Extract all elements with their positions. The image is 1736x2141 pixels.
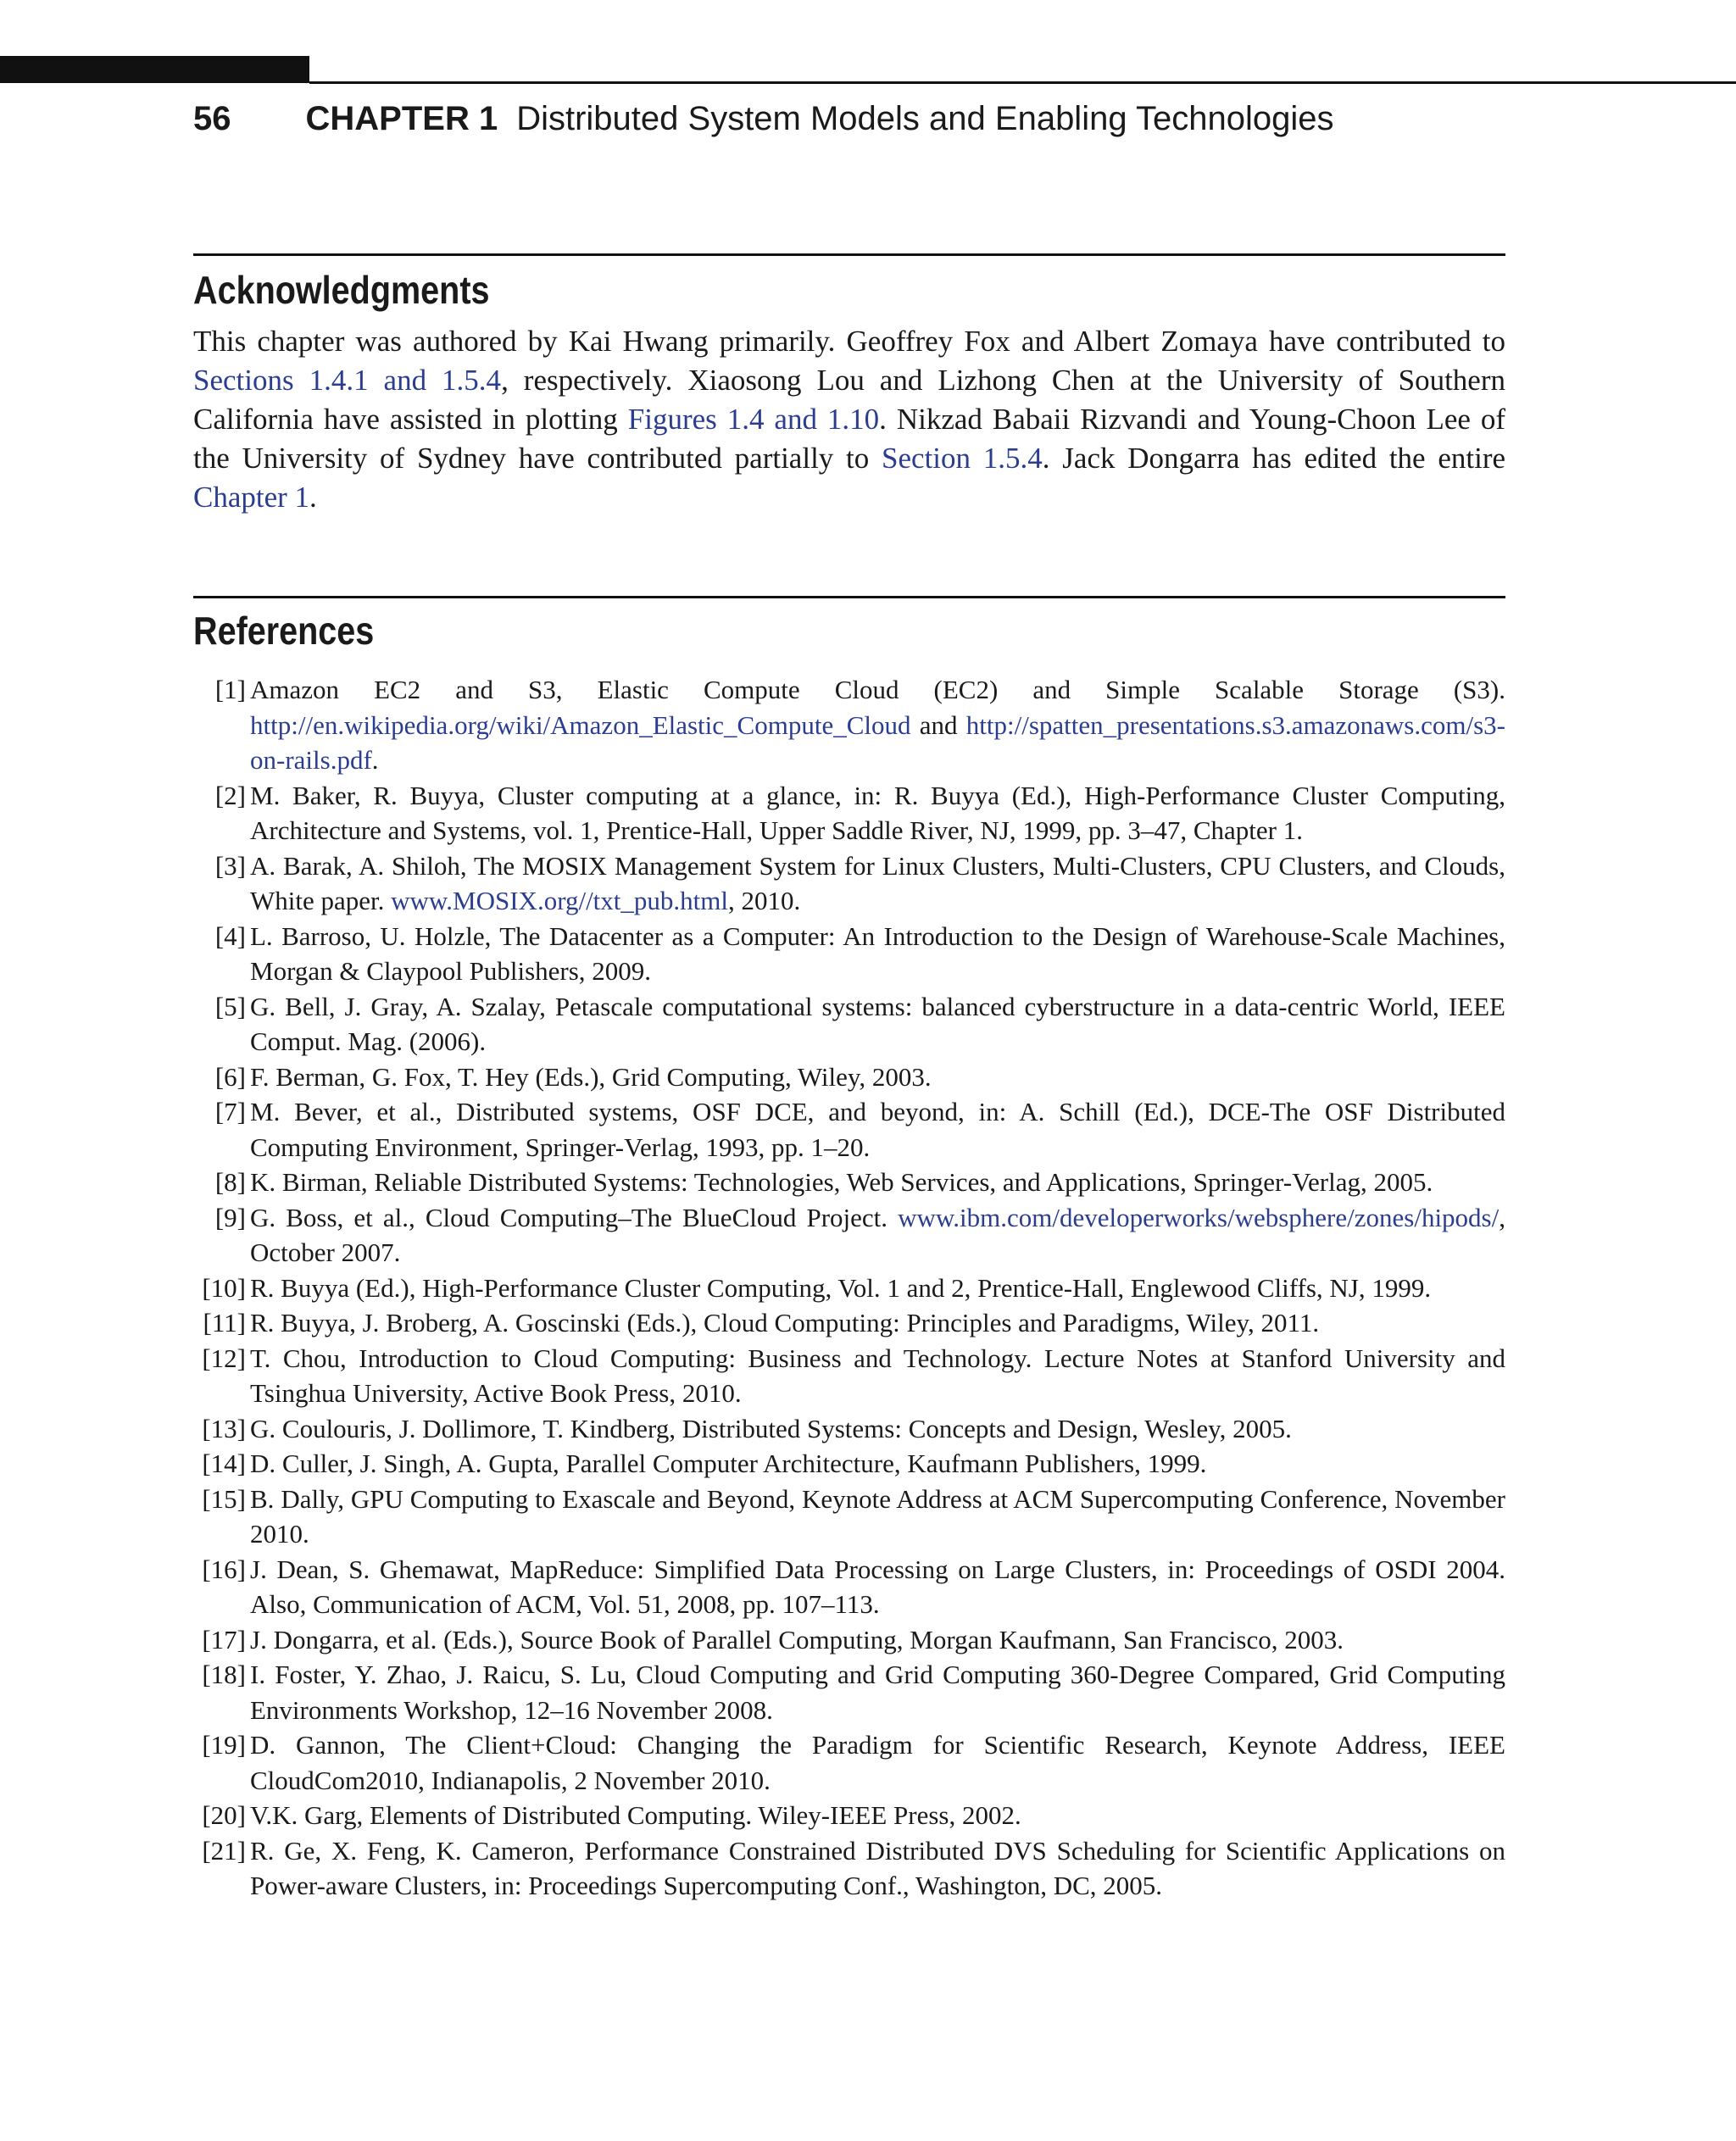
reference-item — [193, 1059, 1505, 1095]
reference-text: R. Ge, X. Feng, K. Cameron, Performance Constrained Distributed DVS Scheduling for Scientific Applications on Power-aware Clusters, in: Proceedings Supercomputing Conf., Washington, DC, 2005. — [250, 1835, 1505, 1900]
reference-number: [19] — [202, 1730, 246, 1760]
reference-link[interactable]: http://en.wikipedia.org/wiki/Amazon_Elastic_Compute_Cloud — [250, 709, 911, 740]
reference-text: , 2010. — [728, 886, 801, 915]
reference-number: [14] — [202, 1449, 246, 1478]
acknowledgments-paragraph — [193, 322, 1505, 517]
header-rule — [309, 81, 1736, 84]
reference-number: [15] — [202, 1483, 246, 1514]
reference-text: I. Foster, Y. Zhao, J. Raicu, S. Lu, Cloud Computing and Grid Computing 360-Degree Compared, Grid Computing Environments Workshop, 12–16 November 2008. — [250, 1660, 1505, 1725]
reference-number: [18] — [202, 1660, 246, 1689]
reference-item — [193, 778, 1505, 848]
reference-number: [10] — [202, 1272, 246, 1303]
reference-number: [11] — [203, 1308, 246, 1337]
reference-list — [193, 672, 1505, 1904]
reference-number: [16] — [202, 1554, 246, 1584]
link-chapter-1[interactable]: Chapter 1 — [193, 481, 310, 514]
references-rule — [193, 596, 1505, 598]
reference-text: G. Boss, et al., Cloud Computing–The BlueCloud Project. — [250, 1202, 899, 1232]
reference-text: M. Bever, et al., Distributed systems, OSF DCE, and beyond, in: A. Schill (Ed.), DCE-The OSF Distributed Computing Environment, Springer-Verlag, 1993, pp. 1–20. — [250, 1097, 1505, 1162]
references-heading: References — [193, 609, 375, 653]
page-number: 56 — [193, 99, 231, 137]
reference-link[interactable]: www.ibm.com/developerworks/websphere/zones/hipods/ — [898, 1202, 1500, 1232]
link-figures-1-4-1-10[interactable]: Figures 1.4 and 1.10 — [627, 403, 880, 436]
reference-item — [193, 1271, 1505, 1306]
reference-number: [8] — [214, 1167, 246, 1197]
reference-item — [193, 1798, 1505, 1833]
reference-text: B. Dally, GPU Computing to Exascale and Beyond, Keynote Address at ACM Supercomputing Conference, November 2010. — [250, 1483, 1505, 1549]
reference-item — [193, 1622, 1505, 1658]
reference-text: V.K. Garg, Elements of Distributed Computing. Wiley-IEEE Press, 2002. — [250, 1800, 1021, 1830]
link-sections-1-4-1-1-5-4[interactable]: Sections 1.4.1 and 1.5.4 — [193, 364, 502, 397]
reference-item — [193, 1552, 1505, 1622]
reference-item — [193, 1165, 1505, 1200]
reference-number: [6] — [214, 1061, 246, 1092]
reference-text: G. Bell, J. Gray, A. Szalay, Petascale computational systems: balanced cyberstructure in a data-centric World, IEEE Comput. Mag. (2006). — [250, 991, 1505, 1056]
reference-text: G. Coulouris, J. Dollimore, T. Kindberg, Distributed Systems: Concepts and Design, Wesley, 2005. — [250, 1413, 1292, 1443]
reference-text: K. Birman, Reliable Distributed Systems: Technologies, Web Services, and Applications, Springer-Verlag, 2005. — [250, 1167, 1433, 1197]
reference-text: T. Chou, Introduction to Cloud Computing: Business and Technology. Lecture Notes at Stanford University and Tsinghua University, Active Book Press, 2010. — [250, 1343, 1505, 1408]
reference-item — [193, 1341, 1505, 1411]
reference-number: [17] — [202, 1624, 246, 1654]
reference-item — [193, 989, 1505, 1059]
reference-text: J. Dean, S. Ghemawat, MapReduce: Simplified Data Processing on Large Clusters, in: Proceedings of OSDI 2004. Also, Communication of ACM, Vol. 51, 2008, pp. 107–113. — [250, 1554, 1505, 1619]
reference-text: and — [910, 709, 966, 740]
reference-item — [193, 1446, 1505, 1482]
reference-text: D. Culler, J. Singh, A. Gupta, Parallel Computer Architecture, Kaufmann Publishers, 1999. — [250, 1449, 1207, 1478]
ack-text: This chapter was authored by Kai Hwang primarily. Geoffrey Fox and Albert Zomaya have contributed to — [193, 325, 1505, 358]
reference-item — [193, 1200, 1505, 1271]
ack-text: . Jack Dongarra has edited the entire — [1042, 442, 1506, 475]
reference-item — [193, 1482, 1505, 1552]
reference-number: [4] — [214, 920, 246, 951]
ack-text: . Nikzad Babaii Rizvandi and Young-Choon Lee of the University of Sydney have contributed partially to — [193, 403, 1505, 475]
reference-number: [20] — [202, 1800, 246, 1830]
reference-text: R. Buyya (Ed.), High-Performance Cluster Computing, Vol. 1 and 2, Prentice-Hall, Englewood Cliffs, NJ, 1999. — [250, 1272, 1432, 1303]
reference-link[interactable]: http://spatten_presentations.s3.amazonaws.com/s3-on-rails.pdf — [250, 709, 1505, 775]
reference-item — [193, 1094, 1505, 1165]
reference-text: M. Baker, R. Buyya, Cluster computing at a glance, in: R. Buyya (Ed.), High-Performance Cluster Computing, Architecture and Systems, vol. 1, Prentice-Hall, Upper Saddle River, NJ, 1999, pp. 3–47, Chapter 1. — [250, 780, 1505, 845]
reference-text: . — [371, 745, 379, 775]
chapter-title: Distributed System Models and Enabling Technologies — [516, 99, 1334, 137]
reference-number: [3] — [214, 850, 246, 881]
reference-number: [5] — [214, 991, 246, 1021]
reference-text: A. Barak, A. Shiloh, The MOSIX Management System for Linux Clusters, Multi-Clusters, CPU Clusters, and Clouds, White paper. — [250, 850, 1505, 915]
reference-number: [1] — [214, 675, 246, 704]
reference-item — [193, 1727, 1505, 1798]
ack-text: , respectively. Xiaosong Lou and Lizhong Chen at the University of Southern California have assisted in plotting — [193, 364, 1505, 436]
reference-number: [7] — [214, 1097, 246, 1126]
reference-text: F. Berman, G. Fox, T. Hey (Eds.), Grid Computing, Wiley, 2003. — [250, 1061, 932, 1092]
reference-text: Amazon EC2 and S3, Elastic Compute Cloud (EC2) and Simple Scalable Storage (S3). — [250, 675, 1505, 704]
reference-number: [12] — [202, 1343, 246, 1373]
reference-item — [193, 1411, 1505, 1447]
reference-text: , October 2007. — [250, 1202, 1505, 1267]
reference-item — [193, 848, 1505, 919]
reference-number: [9] — [214, 1202, 246, 1232]
reference-item — [193, 1305, 1505, 1341]
header-bar-thick — [0, 56, 309, 83]
reference-item — [193, 919, 1505, 989]
reference-text: D. Gannon, The Client+Cloud: Changing the Paradigm for Scientific Research, Keynote Address, IEEE CloudCom2010, Indianapolis, 2 November 2010. — [250, 1730, 1505, 1795]
reference-item — [193, 1657, 1505, 1727]
link-section-1-5-4[interactable]: Section 1.5.4 — [882, 442, 1043, 475]
reference-link[interactable]: www.MOSIX.org//txt_pub.html — [391, 886, 728, 915]
reference-number: [21] — [202, 1835, 246, 1866]
reference-text: J. Dongarra, et al. (Eds.), Source Book of Parallel Computing, Morgan Kaufmann, San Francisco, 2003. — [250, 1624, 1344, 1654]
chapter-label: CHAPTER 1 — [305, 99, 498, 137]
ack-text: . — [309, 481, 317, 514]
reference-number: [2] — [214, 780, 246, 810]
acknowledgments-heading: Acknowledgments — [193, 268, 490, 312]
reference-item — [193, 1833, 1505, 1904]
running-head — [193, 93, 1333, 144]
reference-number: [13] — [202, 1413, 246, 1443]
acknowledgments-rule — [193, 253, 1505, 256]
reference-text: L. Barroso, U. Holzle, The Datacenter as a Computer: An Introduction to the Design of Warehouse-Scale Machines, Morgan & Claypool Publishers, 2009. — [250, 920, 1505, 986]
reference-text: R. Buyya, J. Broberg, A. Goscinski (Eds.), Cloud Computing: Principles and Paradigms, Wiley, 2011. — [250, 1308, 1320, 1337]
reference-item — [193, 672, 1505, 778]
